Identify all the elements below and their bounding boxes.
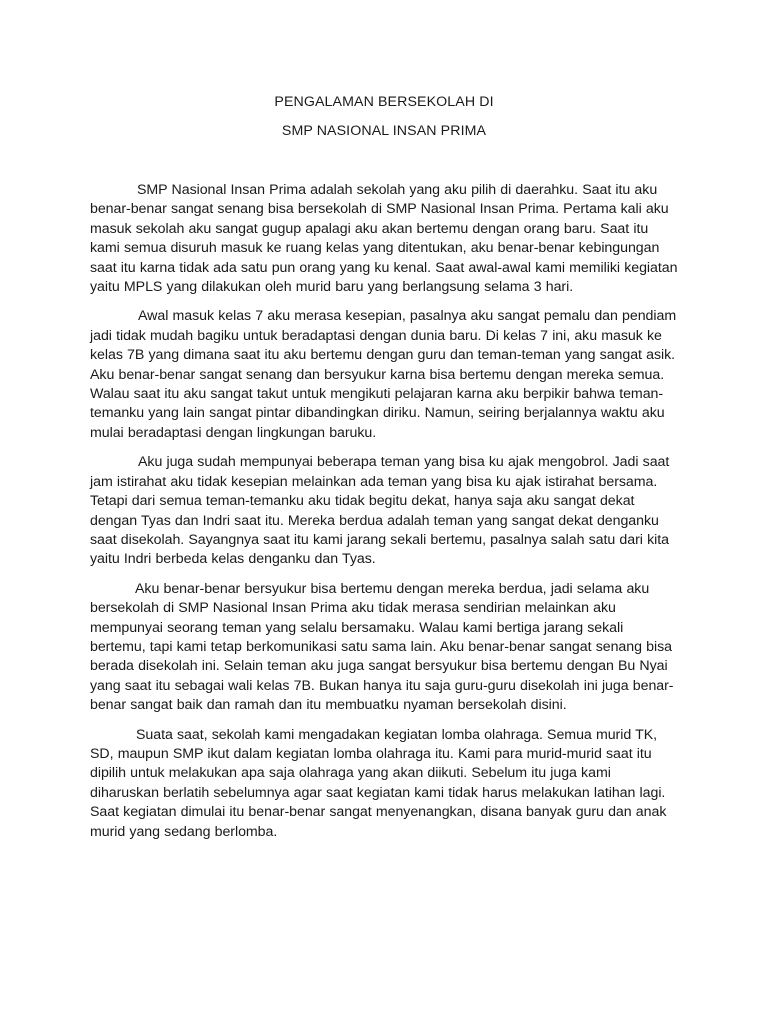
paragraph-1: SMP Nasional Insan Prima adalah sekolah yang aku pilih di daerahku. Saat itu aku benar-benar sangat senang bisa bersekolah di SMP Nasional Insan Prima. Pertama kali aku masuk sekolah aku sangat gugup apalagi aku akan bertemu dengan orang baru. Saat itu kami semua disuruh masuk ke ruang kelas yang ditentukan, aku benar-benar kebingungan saat itu karna tidak ada satu pun orang yang ku kenal. Saat awal-awal kami memiliki kegiatan yaitu MPLS yang dilakukan oleh murid baru yang berlangsung selama 3 hari. bbox=[90, 182, 678, 296]
paragraph-3: Aku juga sudah mempunyai beberapa teman yang bisa ku ajak mengobrol. Jadi saat jam istirahat aku tidak kesepian melainkan ada teman yang bisa ku ajak istirahat bersama. Tetapi dari semua teman-temanku aku tidak begitu dekat, hanya saja aku sangat dekat dengan Tyas dan Indri saat itu. Mereka berdua adalah teman yang sangat dekat denganku saat disekolah. Sayangnya saat itu kami jarang sekali bertemu, pasalnya salah satu dari kita yaitu Indri berbeda kelas denganku dan Tyas. bbox=[90, 454, 670, 568]
paragraph-4: Aku benar-benar bersyukur bisa bertemu dengan mereka berdua, jadi selama aku bersekolah di SMP Nasional Insan Prima aku tidak merasa sendirian melainkan aku mempunyai seorang teman yang selalu bersamaku. Walau kami bertiga jarang sekali bertemu, tapi kami tetap berkomunikasi satu sama lain. Aku benar-benar sangat senang bisa berada disekolah ini. Selain teman aku juga sangat bersyukur bisa bertemu dengan Bu Nyai yang saat itu sebagai wali kelas 7B. Bukan hanya itu saja guru-guru disekolah ini juga benar-benar sangat baik dan ramah dan itu membuatku nyaman bersekolah disini. bbox=[90, 580, 674, 714]
paragraph-5: Suata saat, sekolah kami mengadakan kegiatan lomba olahraga. Semua murid TK, SD, maupun SMP ikut dalam kegiatan lomba olahraga itu. Kami para murid-murid saat itu dipilih untuk melakukan apa saja olahraga yang akan diikuti. Sebelum itu juga kami diharuskan berlatih sebelumnya agar saat kegiatan kami tidak harus melakukan latihan lagi. Saat kegiatan dimulai itu benar-benar sangat menyenangkan, disana banyak guru dan anak murid yang sedang berlomba. bbox=[90, 726, 667, 840]
paragraph-2: Awal masuk kelas 7 aku merasa kesepian, pasalnya aku sangat pemalu dan pendiam jadi tidak mudah bagiku untuk beradaptasi dengan dunia baru. Di kelas 7 ini, aku masuk ke kelas 7B yang dimana saat itu aku bertemu dengan guru dan teman-teman yang sangat asik. Aku benar-benar sangat senang dan bersyukur karna bisa bertemu dengan mereka semua. Walau saat itu aku sangat takut untuk mengikuti pelajaran karna aku berpikir bahwa teman-temanku yang lain sangat pintar dibandingkan diriku. Namun, seiring berjalannya waktu aku mulai beradaptasi dengan lingkungan baruku. bbox=[90, 308, 677, 441]
document-title-line-2: SMP NASIONAL INSAN PRIMA bbox=[281, 123, 487, 139]
document-title-line-1: PENGALAMAN BERSEKOLAH DI bbox=[274, 94, 494, 110]
document-body bbox=[90, 181, 680, 852]
